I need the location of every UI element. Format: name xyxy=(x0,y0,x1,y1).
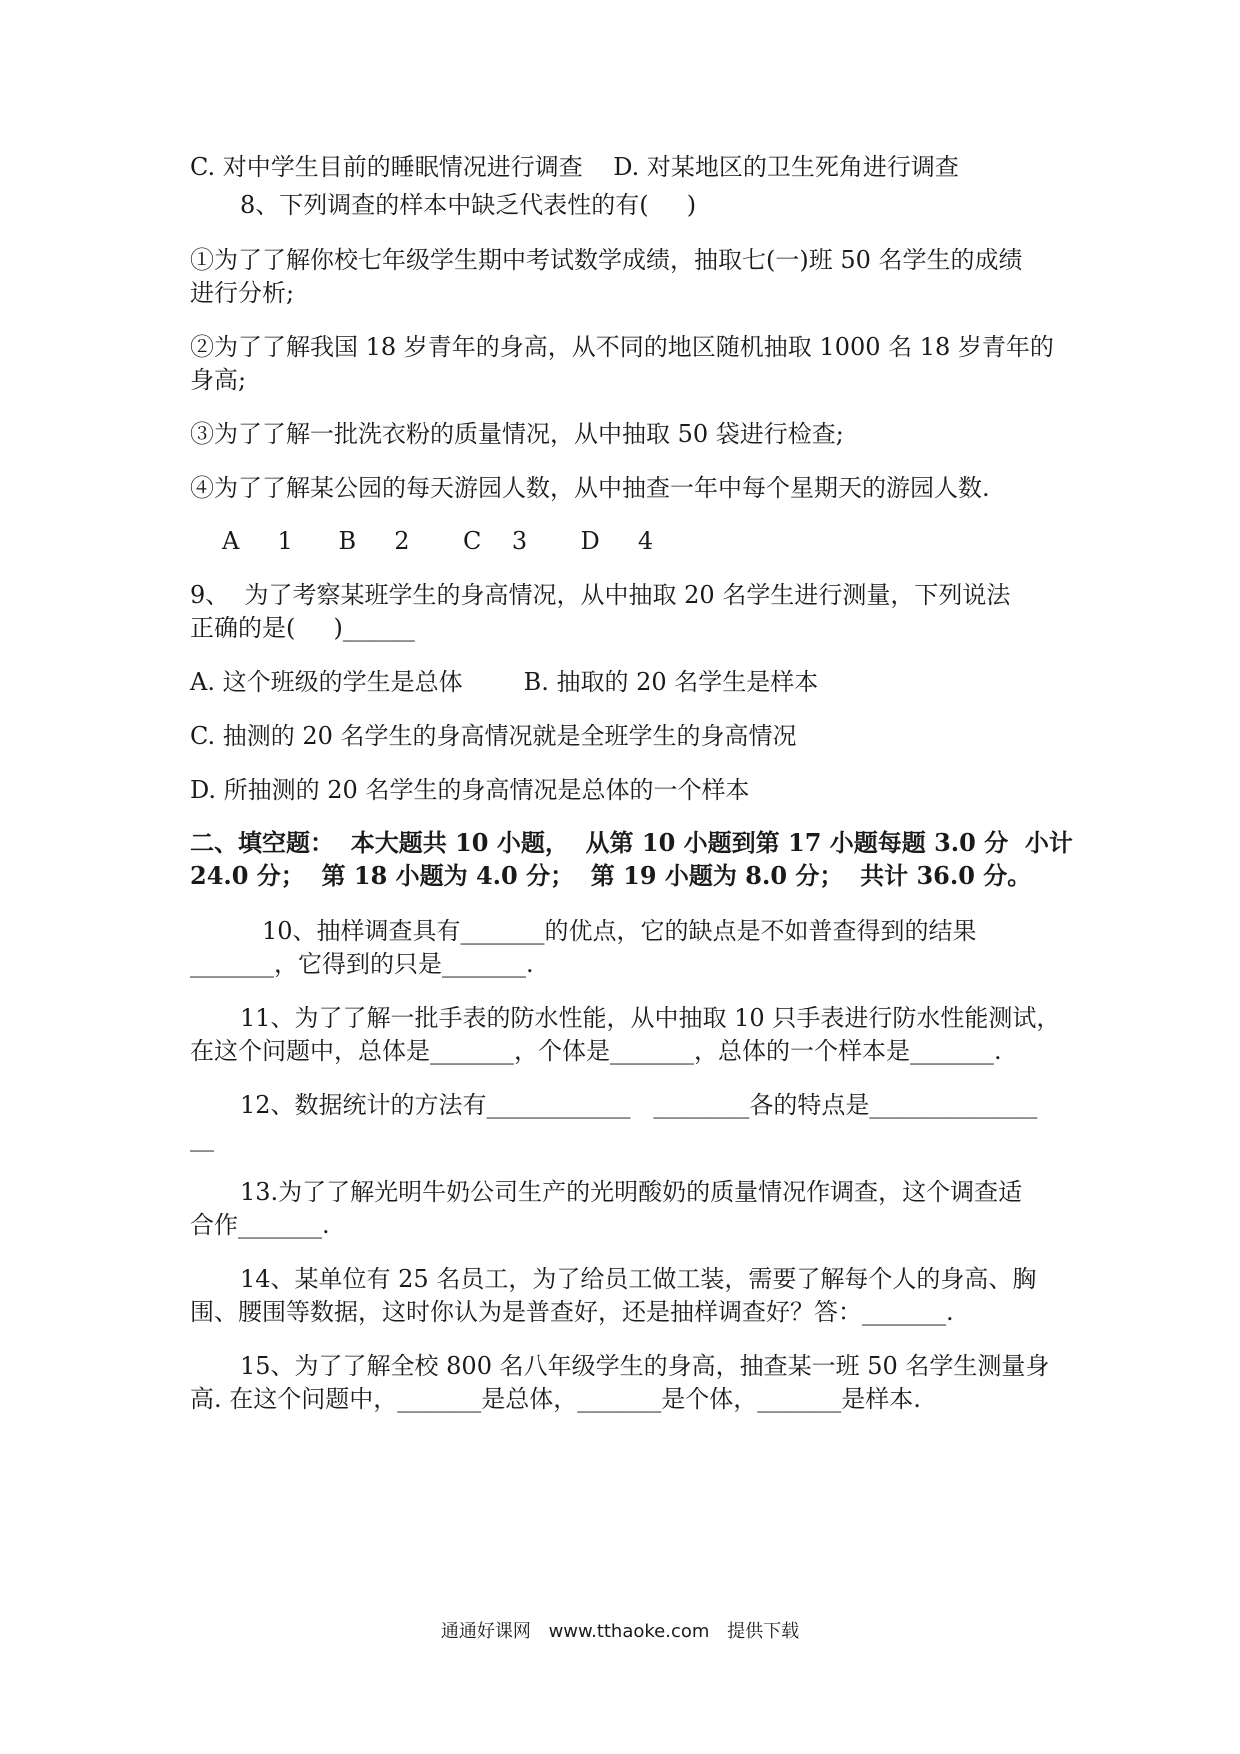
footer-site-name: 通通好课网 xyxy=(440,1621,531,1642)
question-13-cont: 合作_______. xyxy=(190,1211,330,1239)
question-9-stem: 9、 为了考察某班学生的身高情况，从中抽取 20 名学生进行测量，下列说法 xyxy=(190,581,1011,609)
question-12-cont: __ xyxy=(190,1124,214,1152)
question-10-cont: _______，它得到的只是_______. xyxy=(190,950,534,978)
question-8-item-1-cont: 进行分析; xyxy=(190,279,295,307)
question-11-cont: 在这个问题中，总体是_______，个体是_______，总体的一个样本是_______. xyxy=(190,1037,1002,1065)
question-14-cont: 围、腰围等数据，这时你认为是普查好，还是抽样调查好？答：_______. xyxy=(190,1298,954,1326)
question-14: 14、某单位有 25 名员工，为了给员工做工装，需要了解每个人的身高、胸 xyxy=(240,1265,1037,1293)
footer-url: www.tthaoke.com xyxy=(548,1621,710,1642)
question-8-options: A 1 B 2 C 3 D 4 xyxy=(222,527,654,555)
question-8-stem: 8、下列调查的样本中缺乏代表性的有( ) xyxy=(240,191,697,219)
question-15-cont: 高. 在这个问题中，_______是总体，_______是个体，_______是样本. xyxy=(190,1385,921,1413)
question-9-option-ab: A. 这个班级的学生是总体 B. 抽取的 20 名学生是样本 xyxy=(190,668,819,696)
footer-suffix: 提供下载 xyxy=(727,1621,800,1642)
section-2-heading: 二、填空题： 本大题共 10 小题， 从第 10 小题到第 17 小题每题 3.0 分 小计 xyxy=(190,828,1073,857)
question-10: 10、抽样调查具有_______的优点，它的缺点是不如普查得到的结果 xyxy=(262,917,977,945)
option-cd-q7: C. 对中学生目前的睡眠情况进行调查 D. 对某地区的卫生死角进行调查 xyxy=(190,153,959,181)
section-2-heading-cont: 24.0 分； 第 18 小题为 4.0 分； 第 19 小题为 8.0 分； 共计 36.0 分。 xyxy=(190,861,1032,890)
question-15: 15、为了了解全校 800 名八年级学生的身高，抽查某一班 50 名学生测量身 xyxy=(240,1352,1050,1380)
question-11: 11、为了了解一批手表的防水性能，从中抽取 10 只手表进行防水性能测试， xyxy=(240,1004,1061,1032)
question-13: 13.为了了解光明牛奶公司生产的光明酸奶的质量情况作调查，这个调查适 xyxy=(240,1178,1023,1206)
question-8-item-3: ③为了了解一批洗衣粉的质量情况，从中抽取 50 袋进行检查; xyxy=(190,420,844,448)
question-9-option-c: C. 抽测的 20 名学生的身高情况就是全班学生的身高情况 xyxy=(190,722,797,750)
question-8-item-2-cont: 身高; xyxy=(190,366,247,394)
page-footer xyxy=(0,1620,1240,1644)
question-8-item-2: ②为了了解我国 18 岁青年的身高，从不同的地区随机抽取 1000 名 18 岁青年的 xyxy=(190,333,1054,361)
question-9-option-d: D. 所抽测的 20 名学生的身高情况是总体的一个样本 xyxy=(190,776,750,804)
question-9-stem-cont: 正确的是( )______ xyxy=(190,614,415,642)
question-8-item-1: ①为了了解你校七年级学生期中考试数学成绩，抽取七(一)班 50 名学生的成绩 xyxy=(190,246,1023,274)
question-8-item-4: ④为了了解某公园的每天游园人数，从中抽查一年中每个星期天的游园人数. xyxy=(190,474,990,502)
question-12: 12、数据统计的方法有____________ ________各的特点是______________ xyxy=(240,1091,1038,1119)
